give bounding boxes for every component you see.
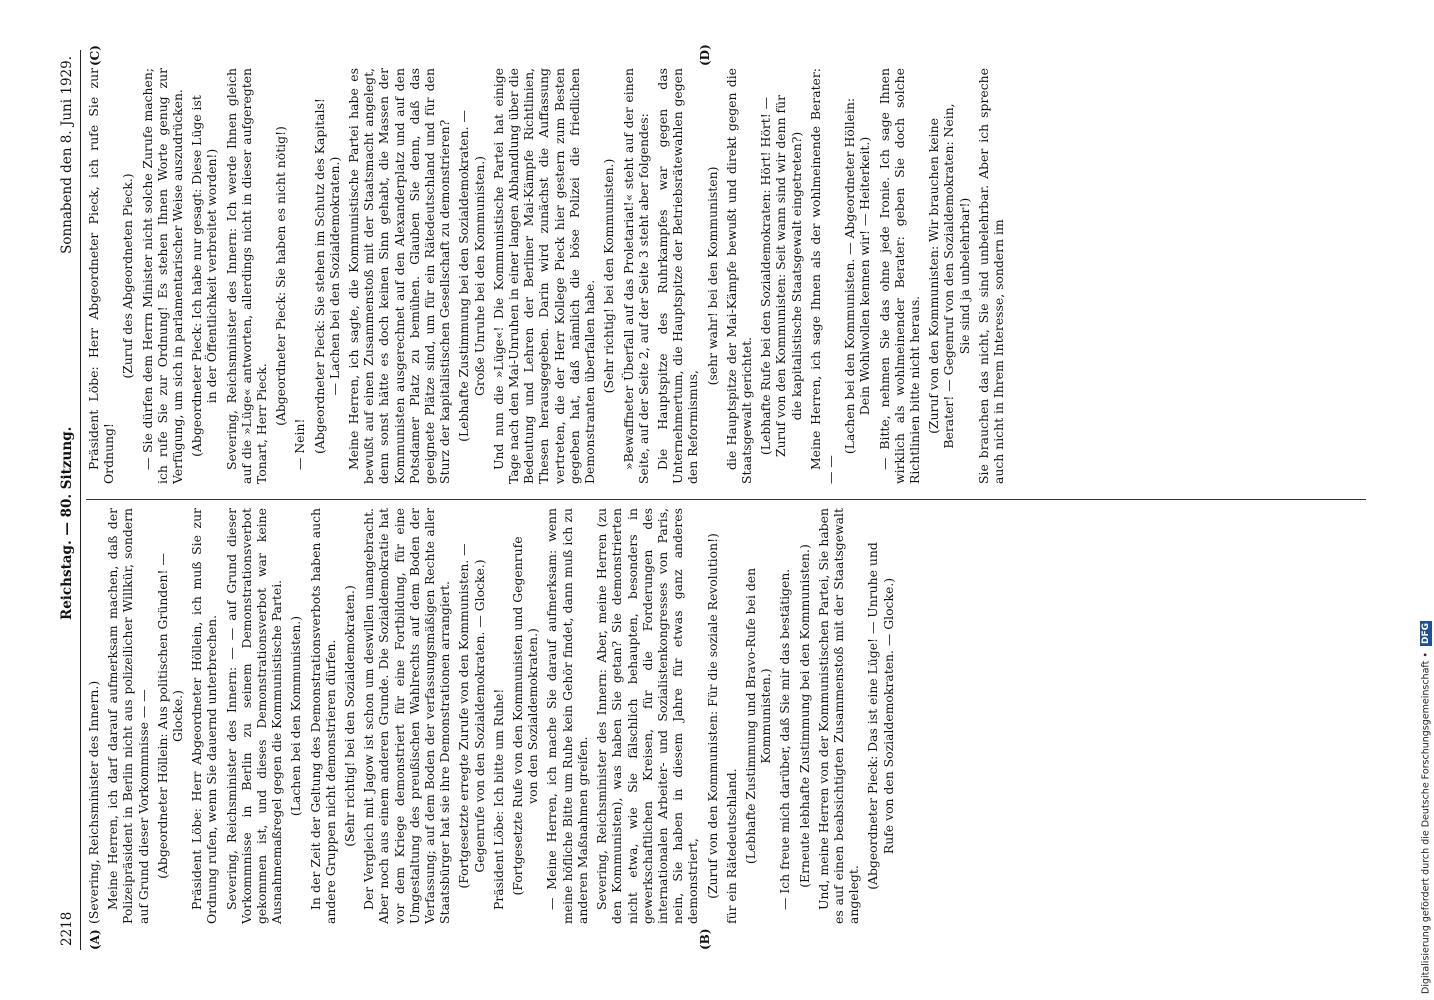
session-title: Reichstag. — 80. Sitzung. [59, 426, 75, 620]
page-header [58, 50, 81, 950]
paragraph: Und, meine Herren von der Kommunistischen Partei, Sie haben es auf einen beabsichtigten Zusammenstoß mit der Staatsgewalt angelegt. [815, 508, 862, 924]
paragraph: (Fortgesetzte Rufe von den Kommunisten und Gegenrufe von den Sozialdemokraten.) [510, 536, 541, 896]
dfg-watermark [1418, 4, 1434, 994]
right-text-column [86, 68, 1010, 484]
dfg-logo: DFG [1421, 623, 1431, 645]
paragraph: (Severing, Reichsminister des Innern.) [86, 680, 101, 924]
margin-mark-c: (C) [88, 45, 102, 66]
paragraph: — Sie dürfen dem Herrn Minister nicht solche Zurufe machen; ich rufe Sie zur Ordnung! Es stehen Ihnen Worte genug zur Verfügung, um sich in parlamentarischer Weise auszudrücken. [139, 68, 186, 484]
session-date: Sonnabend den 8. Juni 1929. [59, 56, 75, 254]
paragraph: (sehr wahr! bei den Kommunisten) [704, 166, 720, 386]
paragraph: Sie brauchen das nicht, Sie sind unbelehrbar. Aber ich spreche auch nicht in Ihrem Interesse, sondern im [975, 68, 1006, 484]
paragraph: (Erneute lebhafte Zustimmung bei den Kommunisten.) [796, 544, 812, 888]
paragraph: (Sehr richtig! bei den Kommunisten.) [601, 158, 617, 394]
paragraph: — Bitte, nehmen Sie das ohne jede Ironie. Ich sage Ihnen wirklich als wohlmeinender Berater: geben Sie doch solche Richtlinien bitte nicht heraus. [876, 68, 922, 484]
paragraph: (Lebhafte Zustimmung und Bravo-Rufe bei den Kommunisten.) [742, 567, 774, 865]
paragraph: (Zuruf von den Kommunisten: Wir brauchen keine Berater! — Gegenruf von den Sozialdemokraten: Nein, Sie sind ja unbelehrbar!) [926, 103, 972, 449]
margin-mark-a: (A) [88, 929, 102, 950]
paragraph: (Lebhafte Zustimmung bei den Sozialdemokraten. — Große Unruhe bei den Kommunisten.) [456, 110, 487, 442]
paragraph: (Lebhafte Rufe bei den Sozialdemokraten: Hört! Hört! — Zuruf von den Kommunisten: Seit wann sind wir denn für die kapitalistische Staatsgewalt eingetreten?) [758, 95, 804, 457]
left-text-column [86, 508, 900, 924]
paragraph: Meine Herren, ich sage Ihnen als der wohlmeinende Berater: — — [807, 68, 838, 484]
paragraph: Severing, Reichsminister des Innern: — — auf Grund dieser Vorkommnisse in Berlin zu seinem Demonstrationsverbot gekommen ist, und dieses Demonstrationsverbot war keine Ausnahmemaßregel gegen die Kommunistische Partei. [223, 508, 285, 924]
column-divider [86, 499, 1366, 500]
paragraph: — Ich freue mich darüber, daß Sie mir das bestätigen. [777, 568, 793, 910]
paragraph: (Fortgesetzte erregte Zurufe von den Kommunisten. — Gegenrufe von den Sozialdemokraten. — Glocke.) [456, 543, 487, 889]
paragraph: (Zuruf von den Kommunisten: Für die soziale Revolution!) [704, 533, 720, 899]
watermark-text: Digitalisierung gefördert durch die Deutsche Forschungsgemeinschaft • [1420, 652, 1432, 994]
paragraph: Meine Herren, ich sagte, die Kommunistische Partei habe es bewußt auf einen Zusammenstoß mit der Staatsmacht angelegt, denn sonst hätte es doch keinen Sinn gehabt, die Massen der Kommunisten ausgerechnet auf den Alexanderplatz und auf den Potsdamer Platz zu bemühen. Glauben Sie denn, daß das geeignete Plätze sind, um für ein Rätedeutschland und für den Sturz der kapitalistischen Gesellschaft zu demonstrieren? [346, 68, 453, 484]
paragraph: (Lachen bei den Kommunisten. — Abgeordneter Höllein: Dein Wohlwollen kennen wir! — Heiterkeit.) [842, 97, 873, 455]
margin-mark-d: (D) [698, 44, 712, 66]
paragraph: die Hauptspitze der Mai-Kämpfe bewußt und direkt gegen die Staatsgewalt gerichtet. [723, 68, 754, 484]
paragraph: Severing, Reichsminister des Innern: Ich werde Ihnen gleich auf die »Lüge« antworten, allerdings nicht in dieser aufgeregten Tonart, Herr Pieck. [223, 68, 270, 484]
paragraph: Die Hauptspitze des Ruhrkampfes war gegen das Unternehmertum, die Hauptspitze der Betriebsrätewahlen gegen den Reformismus, [654, 68, 701, 484]
paragraph: »Bewaffneter Überfall auf das Proletariat!« steht auf der einen Seite, auf der Seite 2, auf der Seite 3 steht aber folgendes: [620, 68, 651, 484]
paragraph: Präsident Löbe: Herr Abgeordneter Höllein, ich muß Sie zur Ordnung rufen, wenn Sie dauernd unterbrechen. [189, 508, 220, 924]
paragraph: (Zuruf des Abgeordneten Pieck.) [120, 173, 136, 379]
paragraph: (Abgeordneter Pieck: Das ist eine Lüge! — Unruhe und Rufe von den Sozialdemokraten. — Glocke.) [865, 542, 896, 890]
page-number: 2218 [59, 911, 75, 946]
paragraph: (Sehr richtig! bei den Sozialdemokraten.) [342, 585, 358, 847]
rotated-document-page [58, 44, 1378, 950]
paragraph: (Abgeordneter Pieck: Sie haben es nicht nötig!) [273, 126, 289, 426]
paragraph: Meine Herren, ich darf darauf aufmerksam machen, daß der Polizeipräsident in Berlin nicht aus polizeilicher Willkür, sondern auf Grund dieser Vorkommnisse — — [105, 508, 151, 924]
paragraph: für ein Rätedeutschland. [723, 768, 739, 924]
paragraph: In der Zeit der Geltung des Demonstrationsverbots haben auch andere Gruppen nicht demonstrieren dürfen. [307, 508, 338, 924]
paragraph: Präsident Löbe: Herr Abgeordneter Pieck, ich rufe Sie zur Ordnung! [86, 68, 117, 484]
paragraph: Und nun die »Lüge«! Die Kommunistische Partei hat einige Tage nach den Mai-Unruhen in einer langen Abhandlung über die Bedeutung und Lehren der Berliner Mai-Kämpfe Richtlinien, Thesen herausgegeben. Darin wird zunächst die Auffassung vertreten, die der Herr Kollege Pieck hier gestern zum Besten gegeben hat, daß nämlich die böse Polizei die friedlichen Demonstranten überfallen habe. [490, 68, 598, 484]
paragraph: Severing, Reichsminister des Innern: Aber, meine Herren (zu den Kommunisten), was haben Sie getan? Sie demonstrierten nicht etwa, wie Sie fälschlich behaupten, besonders in gewerkschaftlichen Kreisen, für die Forderungen des internationalen Arbeiter- und Sozialistenkongresses von Paris, nein, Sie haben in diesem Jahre für etwas ganz anderes demonstriert, [594, 508, 701, 924]
paragraph: — Meine Herren, ich mache Sie darauf aufmerksam: wenn meine höfliche Bitte um Ruhe kein Gehör findet, dann muß ich zu anderen Maßnahmen greifen. [544, 508, 590, 924]
margin-mark-b: (B) [698, 928, 712, 950]
paragraph: (Abgeordneter Pieck: Sie stehen im Schutz des Kapitals! — Lachen bei den Sozialdemokraten.) [311, 98, 342, 454]
paragraph: (Abgeordneter Pieck: Ich habe nur gesagt: Diese Lüge ist in der Öffentlichkeit verbreitet worden!) [189, 95, 220, 457]
paragraph: (Lachen bei den Kommunisten.) [288, 615, 304, 817]
paragraph: — Nein! [292, 418, 308, 470]
paragraph: (Abgeordneter Höllein: Aus politischen Gründen! — Glocke.) [154, 553, 186, 879]
paragraph: Der Vergleich mit Jagow ist schon um deswillen unangebracht. Aber noch aus einem anderen Grunde. Die Sozialdemokratie hat vor dem Kriege demonstriert für eine Fortbildung, für eine Umgestaltung des preußischen Wahlrechts auf dem Boden der Verfassung; auf dem Boden der verfassungsmäßigen Rechte aller Staatsbürger hat sie ihre Demonstrationen arrangiert. [361, 508, 453, 924]
paragraph: Präsident Löbe: Ich bitte um Ruhe! [490, 688, 506, 910]
